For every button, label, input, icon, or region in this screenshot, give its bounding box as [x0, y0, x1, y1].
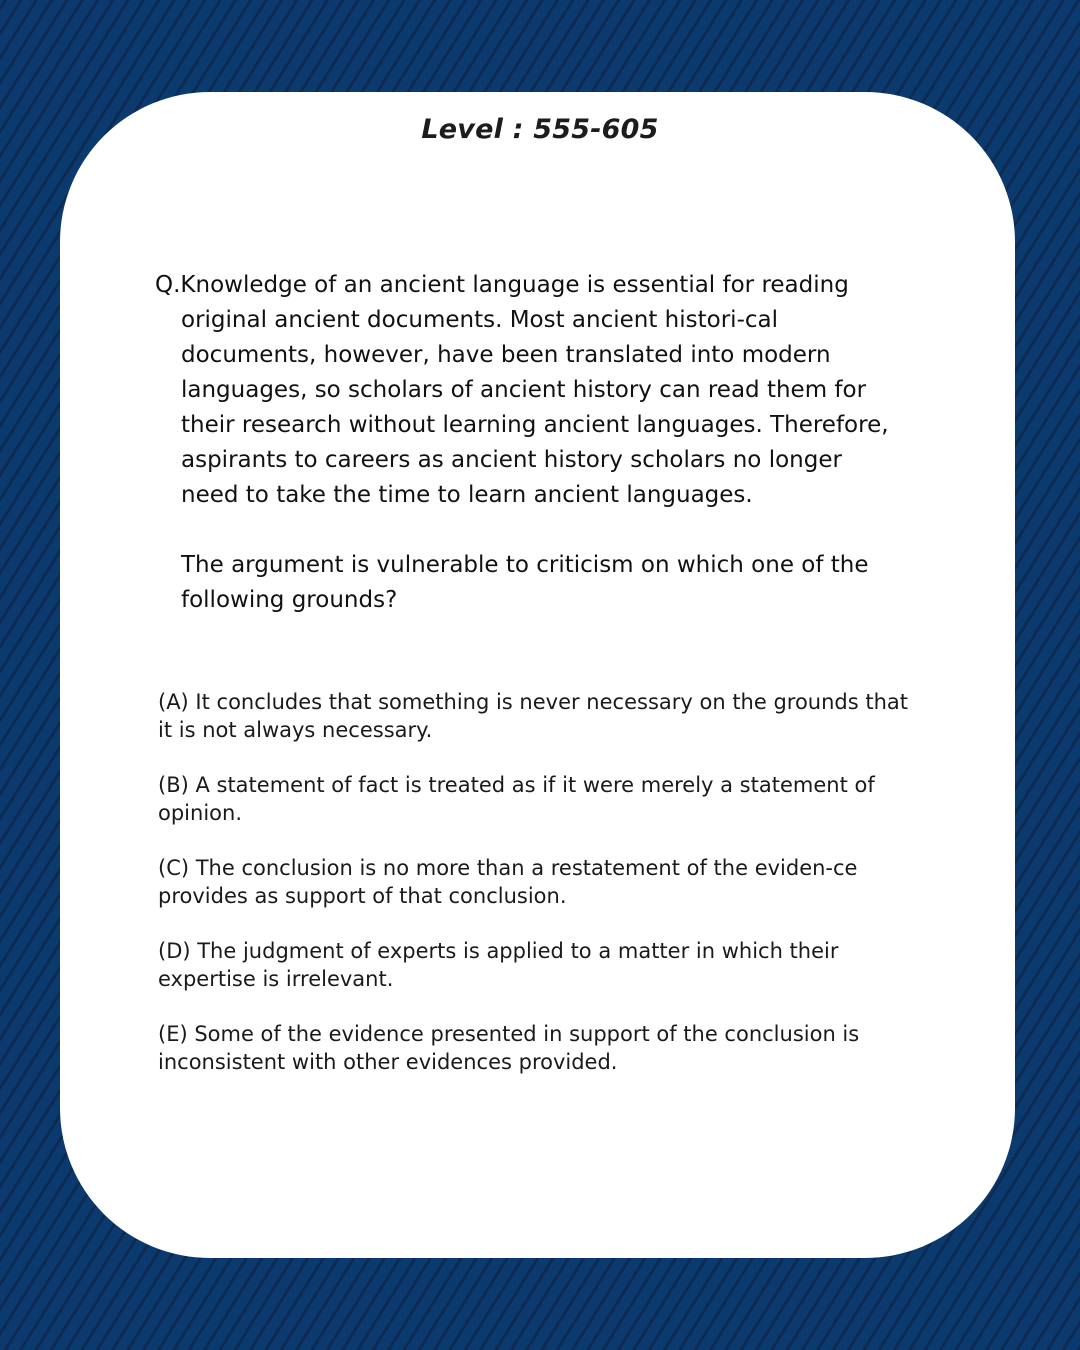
option-b[interactable]: (B) A statement of fact is treated as if it were merely a statement of opinion.	[158, 773, 875, 825]
answer-options	[158, 688, 918, 1103]
level-separator: :	[503, 114, 534, 145]
level-value: 555-605	[533, 114, 659, 145]
option-c[interactable]: (C) The conclusion is no more than a restatement of the eviden-ce provides as support of that conclusion.	[158, 856, 858, 908]
question-block	[155, 268, 895, 618]
option-a[interactable]: (A) It concludes that something is never necessary on the grounds that it is not always necessary.	[158, 690, 909, 742]
option-e[interactable]: (E) Some of the evidence presented in support of the conclusion is inconsistent with other evidences provided.	[158, 1022, 860, 1074]
level-label: Level	[421, 114, 504, 145]
option-d[interactable]: (D) The judgment of experts is applied to a matter in which their expertise is irrelevant.	[158, 939, 839, 991]
question-stem: Q.Knowledge of an ancient language is essential for reading original ancient documents. Most ancient histori-cal documents, however, have been translated into modern languages, so scholars of ancient history can read them for their research without learning ancient languages. Therefore, aspirants to careers as ancient history scholars no longer need to take the time to learn ancient languages.	[155, 272, 889, 508]
level-heading	[0, 114, 1080, 145]
question-prompt: The argument is vulnerable to criticism on which one of the following grounds?	[181, 552, 869, 613]
